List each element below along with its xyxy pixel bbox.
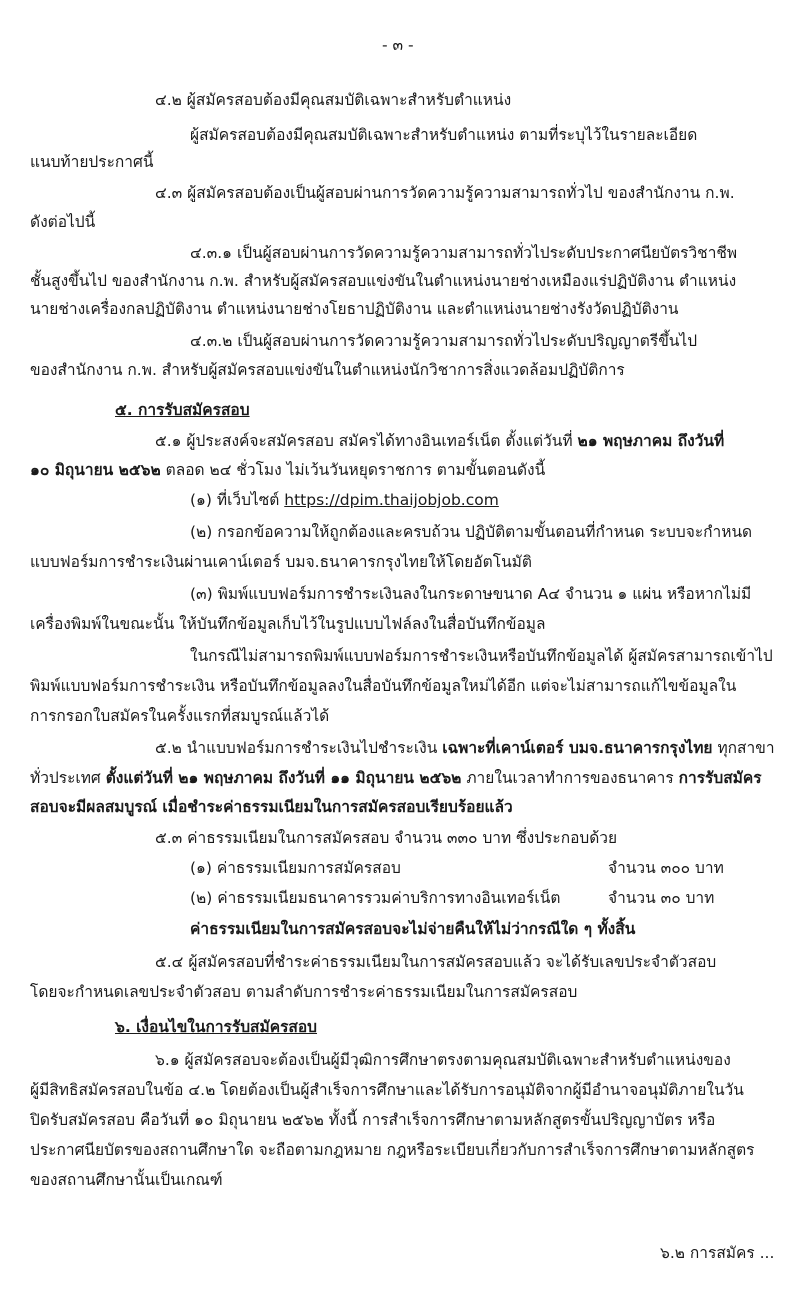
page-number: - ๓ - [382, 36, 414, 54]
section-5-2-text: ทั่วประเทศ [30, 769, 101, 787]
continuation-note: ๖.๒ การสมัคร ... [660, 1244, 775, 1262]
fee-label: (๑) ค่าธรรมเนียมการสมัครสอบ [190, 859, 401, 877]
section-6-1-line: ผู้มีสิทธิสมัครสอบในข้อ ๔.๒ โดยต้องเป็นผู้สำเร็จการศึกษาและได้รับการอนุมัติจากผู้มีอำนาจอนุมัติภายในวัน [30, 1081, 744, 1099]
section-4-3-2-line: ของสำนักงาน ก.พ. สำหรับผู้สมัครสอบแข่งขันในตำแหน่งนักวิชาการสิ่งแวดล้อมปฏิบัติการ [30, 361, 625, 379]
section-5-2-bank: เฉพาะที่เคาน์เตอร์ บมจ.ธนาคารกรุงไทย [442, 739, 713, 757]
fee-label: (๒) ค่าธรรมเนียมธนาคารรวมค่าบริการทางอินเทอร์เน็ต [190, 889, 561, 907]
section-5-2-text: ทุกสาขา [717, 739, 775, 757]
section-6-heading: ๖. เงื่อนไขในการรับสมัครสอบ [115, 1018, 318, 1036]
section-6-1-line: ๖.๑ ผู้สมัครสอบจะต้องเป็นผู้มีวุฒิการศึกษาตรงตามคุณสมบัติเฉพาะสำหรับตำแหน่งของ [155, 1051, 731, 1069]
section-5-2-line [30, 768, 762, 788]
fee-amount: จำนวน ๓๐๐ บาท [608, 859, 724, 877]
note-line: ในกรณีไม่สามารถพิมพ์แบบฟอร์มการชำระเงินหรือบันทึกข้อมูลได้ ผู้สมัครสามารถเข้าไป [190, 647, 773, 665]
section-4-2-body-line: แนบท้ายประกาศนี้ [30, 153, 154, 171]
section-5-1-text: ๕.๑ ผู้ประสงค์จะสมัครสอบ สมัครได้ทางอินเทอร์เน็ต ตั้งแต่วันที่ [155, 432, 573, 450]
fee-note: ค่าธรรมเนียมในการสมัครสอบจะไม่จ่ายคืนให้ไม่ว่ากรณีใด ๆ ทั้งสิ้น [190, 920, 636, 938]
section-6-1-line: ประกาศนียบัตรของสถานศึกษาใด จะถือตามกฎหมาย กฎหรือระเบียบเกี่ยวกับการสำเร็จการศึกษาตามหลักสูตร [30, 1141, 755, 1159]
section-6-1-line: ของสถานศึกษานั้นเป็นเกณฑ์ [30, 1171, 223, 1189]
website-link[interactable]: https://dpim.thaijobjob.com [284, 491, 499, 509]
section-5-4-line: ๕.๔ ผู้สมัครสอบที่ชำระค่าธรรมเนียมในการสมัครสอบแล้ว จะได้รับเลขประจำตัวสอบ [155, 953, 717, 971]
section-4-3-2-line: ๔.๓.๒ เป็นผู้สอบผ่านการวัดความรู้ความสามารถทั่วไประดับปริญญาตรีขึ้นไป [190, 332, 698, 350]
section-5-2-line [155, 738, 775, 758]
section-5-2-text: ภายในเวลาทำการของธนาคาร [466, 769, 674, 787]
section-5-1-line [155, 431, 724, 451]
section-5-1-date-end: ๑๐ มิถุนายน ๒๕๖๒ [30, 461, 161, 479]
section-4-2-body-line: ผู้สมัครสอบต้องมีคุณสมบัติเฉพาะสำหรับตำแหน่ง ตามที่ระบุไว้ในรายละเอียด [190, 126, 698, 144]
section-6-1-line: ปิดรับสมัครสอบ คือวันที่ ๑๐ มิถุนายน ๒๕๖๒ ทั้งนี้ การสำเร็จการศึกษาตามหลักสูตรขั้นปริญญาบัตร หรือ [30, 1111, 716, 1129]
note-line: การกรอกใบสมัครในครั้งแรกที่สมบูรณ์แล้วได้ [30, 707, 330, 725]
step-3-line: เครื่องพิมพ์ในขณะนั้น ให้บันทึกข้อมูลเก็บไว้ในรูปแบบไฟล์ลงในสื่อบันทึกข้อมูล [30, 615, 546, 633]
section-5-2-line: สอบจะมีผลสมบูรณ์ เมื่อชำระค่าธรรมเนียมในการสมัครสอบเรียบร้อยแล้ว [30, 798, 513, 816]
section-4-3-line: ๔.๓ ผู้สมัครสอบต้องเป็นผู้สอบผ่านการวัดความรู้ความสามารถทั่วไป ของสำนักงาน ก.พ. [155, 184, 735, 202]
section-4-3-1-line: นายช่างเครื่องกลปฏิบัติงาน ตำแหน่งนายช่างโยธาปฏิบัติงาน และตำแหน่งนายช่างรังวัดปฏิบัติงาน [30, 300, 679, 318]
section-5-2-dates: ตั้งแต่วันที่ ๒๑ พฤษภาคม ถึงวันที่ ๑๑ มิถุนายน ๒๕๖๒ [105, 769, 462, 787]
section-5-heading: ๕. การรับสมัครสอบ [115, 401, 250, 419]
section-5-2-bold-tail: การรับสมัคร [678, 769, 762, 787]
step-3-line: (๓) พิมพ์แบบฟอร์มการชำระเงินลงในกระดาษขนาด A๔ จำนวน ๑ แผ่น หรือหากไม่มี [190, 585, 752, 603]
note-line: พิมพ์แบบฟอร์มการชำระเงิน หรือบันทึกข้อมูลลงในสื่อบันทึกข้อมูลใหม่ได้อีก แต่จะไม่สามารถแก้ไขข้อมูลใน [30, 677, 737, 695]
fee-amount: จำนวน ๓๐ บาท [608, 889, 715, 907]
section-5-1-text: ตลอด ๒๔ ชั่วโมง ไม่เว้นวันหยุดราชการ ตามขั้นตอนดังนี้ [165, 461, 546, 479]
section-5-1-line [30, 460, 545, 480]
step-1-label: (๑) ที่เว็บไซต์ [190, 491, 280, 509]
section-4-3-1-line: ๔.๓.๑ เป็นผู้สอบผ่านการวัดความรู้ความสามารถทั่วไประดับประกาศนียบัตรวิชาชีพ [190, 244, 738, 262]
section-5-1-date-start: ๒๑ พฤษภาคม ถึงวันที่ [577, 432, 725, 450]
section-5-3-line: ๕.๓ ค่าธรรมเนียมในการสมัครสอบ จำนวน ๓๓๐ บาท ซึ่งประกอบด้วย [155, 829, 618, 847]
step-2-line: (๒) กรอกข้อความให้ถูกต้องและครบถ้วน ปฏิบัติตามขั้นตอนที่กำหนด ระบบจะกำหนด [190, 523, 753, 541]
section-4-2-title: ๔.๒ ผู้สมัครสอบต้องมีคุณสมบัติเฉพาะสำหรับตำแหน่ง [155, 91, 512, 109]
step-2-line: แบบฟอร์มการชำระเงินผ่านเคาน์เตอร์ บมจ.ธนาคารกรุงไทยให้โดยอัตโนมัติ [30, 553, 532, 571]
section-4-3-line: ดังต่อไปนี้ [30, 213, 96, 231]
section-4-3-1-line: ชั้นสูงขึ้นไป ของสำนักงาน ก.พ. สำหรับผู้สมัครสอบแข่งขันในตำแหน่งนายช่างเหมืองแร่ปฏิบัติงาน ตำแหน่ง [30, 272, 737, 290]
section-5-4-line: โดยจะกำหนดเลขประจำตัวสอบ ตามลำดับการชำระค่าธรรมเนียมในการสมัครสอบ [30, 983, 578, 1001]
section-5-2-text: ๕.๒ นำแบบฟอร์มการชำระเงินไปชำระเงิน [155, 739, 438, 757]
step-1-line [190, 490, 499, 510]
